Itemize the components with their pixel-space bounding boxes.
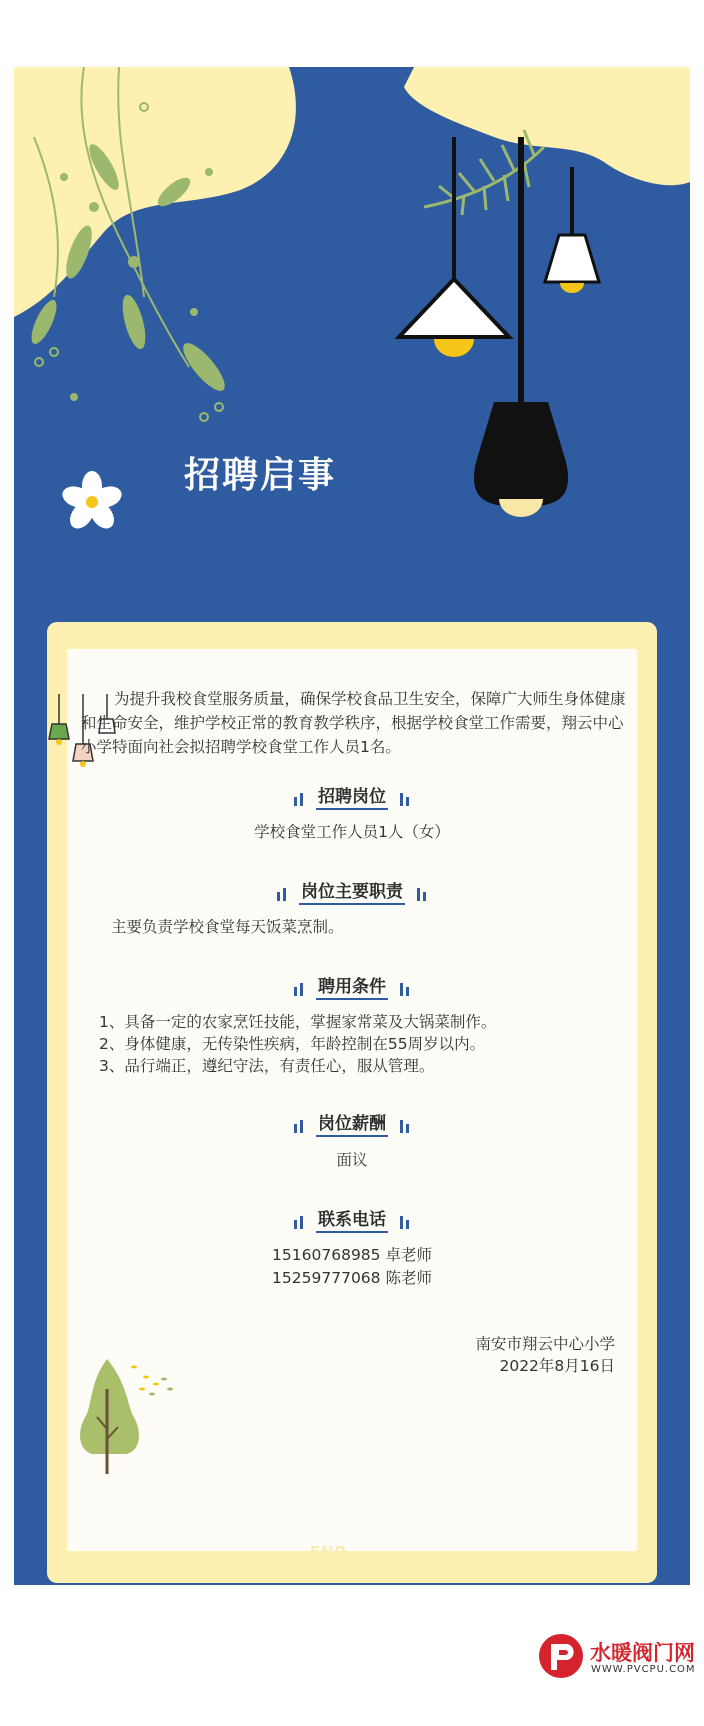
condition-line: 2、身体健康，无传染性疾病，年龄控制在55周岁以内。 <box>99 1035 486 1053</box>
section-heading: 岗位主要职责 <box>67 877 637 905</box>
section-heading: 聘用条件 <box>67 972 637 1000</box>
bars-left-icon <box>292 1119 306 1133</box>
bars-right-icon <box>398 1215 412 1229</box>
section-heading: 招聘岗位 <box>67 782 637 810</box>
bars-left-icon <box>275 887 289 901</box>
section-line: 学校食堂工作人员1人（女） <box>254 823 450 841</box>
section-heading: 岗位薪酬 <box>67 1109 637 1137</box>
end-mark: END <box>309 1543 348 1561</box>
phone-line: 15259777068 陈老师 <box>272 1269 432 1287</box>
condition-line: 3、品行端正，遵纪守法，有责任心，服从管理。 <box>99 1057 435 1075</box>
salary-value: 面议 <box>336 1151 368 1169</box>
section-heading: 联系电话 <box>67 1205 637 1233</box>
phone-line: 15160768985 卓老师 <box>272 1246 432 1264</box>
content-paper <box>67 649 637 1551</box>
cream-blob-right <box>404 67 690 185</box>
bars-right-icon <box>398 1119 412 1133</box>
bars-right-icon <box>398 982 412 996</box>
content-frame <box>47 622 657 1583</box>
watermark-name: 水暖阀门网 <box>590 1641 695 1665</box>
bars-left-icon <box>292 792 306 806</box>
section-line: 主要负责学校食堂每天饭菜烹制。 <box>111 918 344 936</box>
bars-left-icon <box>292 982 306 996</box>
signature-date: 2022年8月16日 <box>499 1357 615 1375</box>
tree-icon <box>72 1349 182 1479</box>
bars-left-icon <box>292 1215 306 1229</box>
intro-paragraph: 为提升我校食堂服务质量，确保学校食品卫生安全，保障广大师生身体健康和生命安全，维护学校正常的教育教学秩序，根据学校食堂工作需要，翔云中心小学特面向社会拟招聘学校食堂工作人员1名。 <box>81 690 626 756</box>
poster <box>14 67 690 1585</box>
condition-line: 1、具备一定的农家烹饪技能，掌握家常菜及大锅菜制作。 <box>99 1013 497 1031</box>
bars-right-icon <box>415 887 429 901</box>
signature-org: 南安市翔云中心小学 <box>475 1335 615 1353</box>
watermark-url: WWW.PVCPU.COM <box>591 1664 696 1675</box>
page-title: 招聘启事 <box>184 455 337 496</box>
poster-decoration <box>14 67 690 627</box>
bars-right-icon <box>398 792 412 806</box>
flower-icon <box>60 471 125 533</box>
